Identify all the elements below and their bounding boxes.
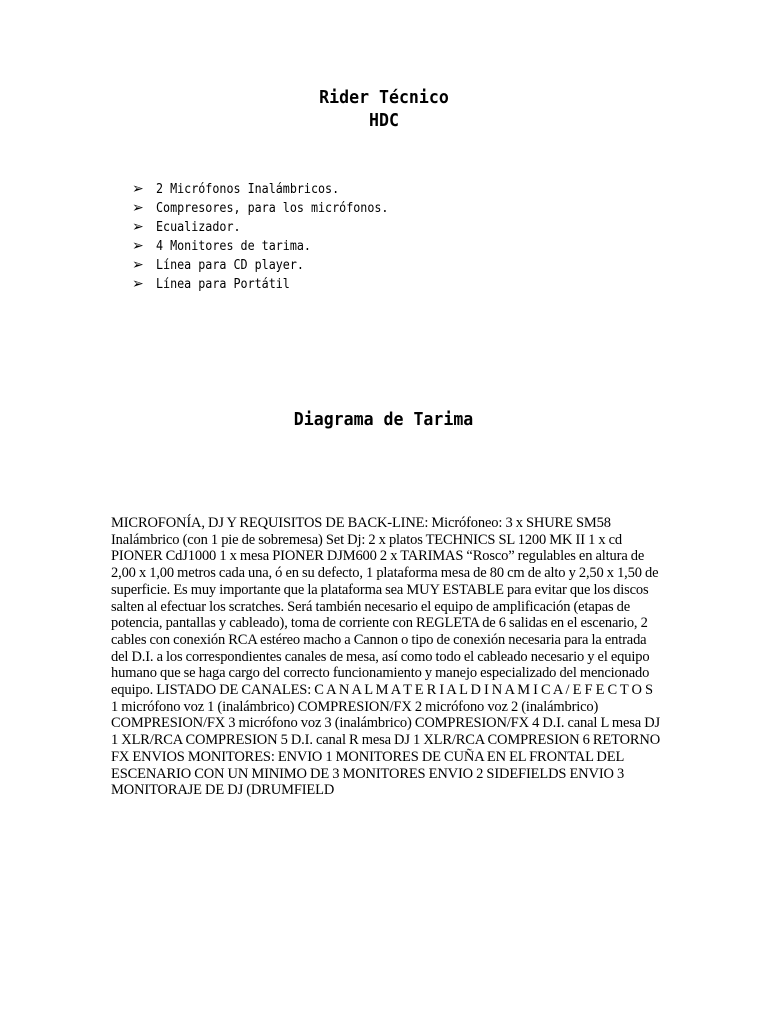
body-paragraph: MICROFONÍA, DJ Y REQUISITOS DE BACK-LINE: Micrófoneo: 3 x SHURE SM58 Inalámbrico (con 1 pie de sobremesa) Set Dj: 2 x platos TECHNICS SL 1200 MK II 1 x cd PIONER CdJ1000 1 x mesa PIONER DJM600 2 x TARIMAS “Rosco” regulables en altura de 2,00 x 1,00 metros cada una, ó en su defecto, 1 plataforma mesa de 80 cm de alto y 2,50 x 1,50 de superficie. Es muy importante que la plataforma sea MUY ESTABLE para evitar que los discos salten al efectuar los scratches. Será también necesario el equipo de amplificación (etapas de potencia, pantallas y cableado), toma de corriente con REGLETA de 6 salidas en el escenario, 2 cables con conexión RCA estéreo macho a Cannon o tipo de conexión necesaria para la entrada del D.I. a los correspondientes canales de mesa, así como todo el cableado necesario y el equipo humano que se haga cargo del correcto funcionamiento y manejo especializado del mencionado equipo. LISTADO DE CANALES: C A N A L M A T E R I A L D I N A M I C A / E F E C T O S 1 micrófono voz 1 (inalámbrico) COMPRESION/FX 2 micrófono voz 2 (inalámbrico) COMPRESION/FX 3 micrófono voz 3 (inalámbrico) COMPRESION/FX 4 D.I. canal L mesa DJ 1 XLR/RCA COMPRESION 5 D.I. canal R mesa DJ 1 XLR/RCA COMPRESION 6 RETORNO FX ENVIOS MONITORES: ENVIO 1 MONITORES DE CUÑA EN EL FRONTAL DEL ESCENARIO CON UN MINIMO DE 3 MONITORES ENVIO 2 SIDEFIELDS ENVIO 3 MONITORAJE DE DJ (DRUMFIELD	[111, 515, 661, 799]
requirements-list	[132, 180, 414, 294]
list-item	[132, 218, 414, 237]
arrow-bullet-icon: ➢	[132, 276, 144, 292]
list-item	[132, 275, 414, 294]
arrow-bullet-icon: ➢	[132, 257, 144, 273]
document-title	[0, 86, 768, 132]
list-item	[132, 237, 414, 256]
list-item-text: 2 Micrófonos Inalámbricos.	[156, 182, 340, 197]
list-item	[132, 180, 414, 199]
title-line-hdc: HDC	[369, 110, 399, 131]
arrow-bullet-icon: ➢	[132, 181, 144, 197]
list-item-text: 4 Monitores de tarima.	[156, 239, 311, 254]
arrow-bullet-icon: ➢	[132, 200, 144, 216]
section-heading	[0, 408, 768, 432]
list-item-text: Línea para CD player.	[156, 258, 304, 273]
title-line-rider: Rider Técnico	[319, 87, 449, 108]
list-item-text: Ecualizador.	[156, 220, 241, 235]
list-item-text: Compresores, para los micrófonos.	[156, 201, 389, 216]
list-item-text: Línea para Portátil	[156, 277, 290, 292]
arrow-bullet-icon: ➢	[132, 238, 144, 254]
list-item	[132, 256, 414, 275]
arrow-bullet-icon: ➢	[132, 219, 144, 235]
list-item	[132, 199, 414, 218]
section-heading-text: Diagrama de Tarima	[294, 409, 474, 430]
